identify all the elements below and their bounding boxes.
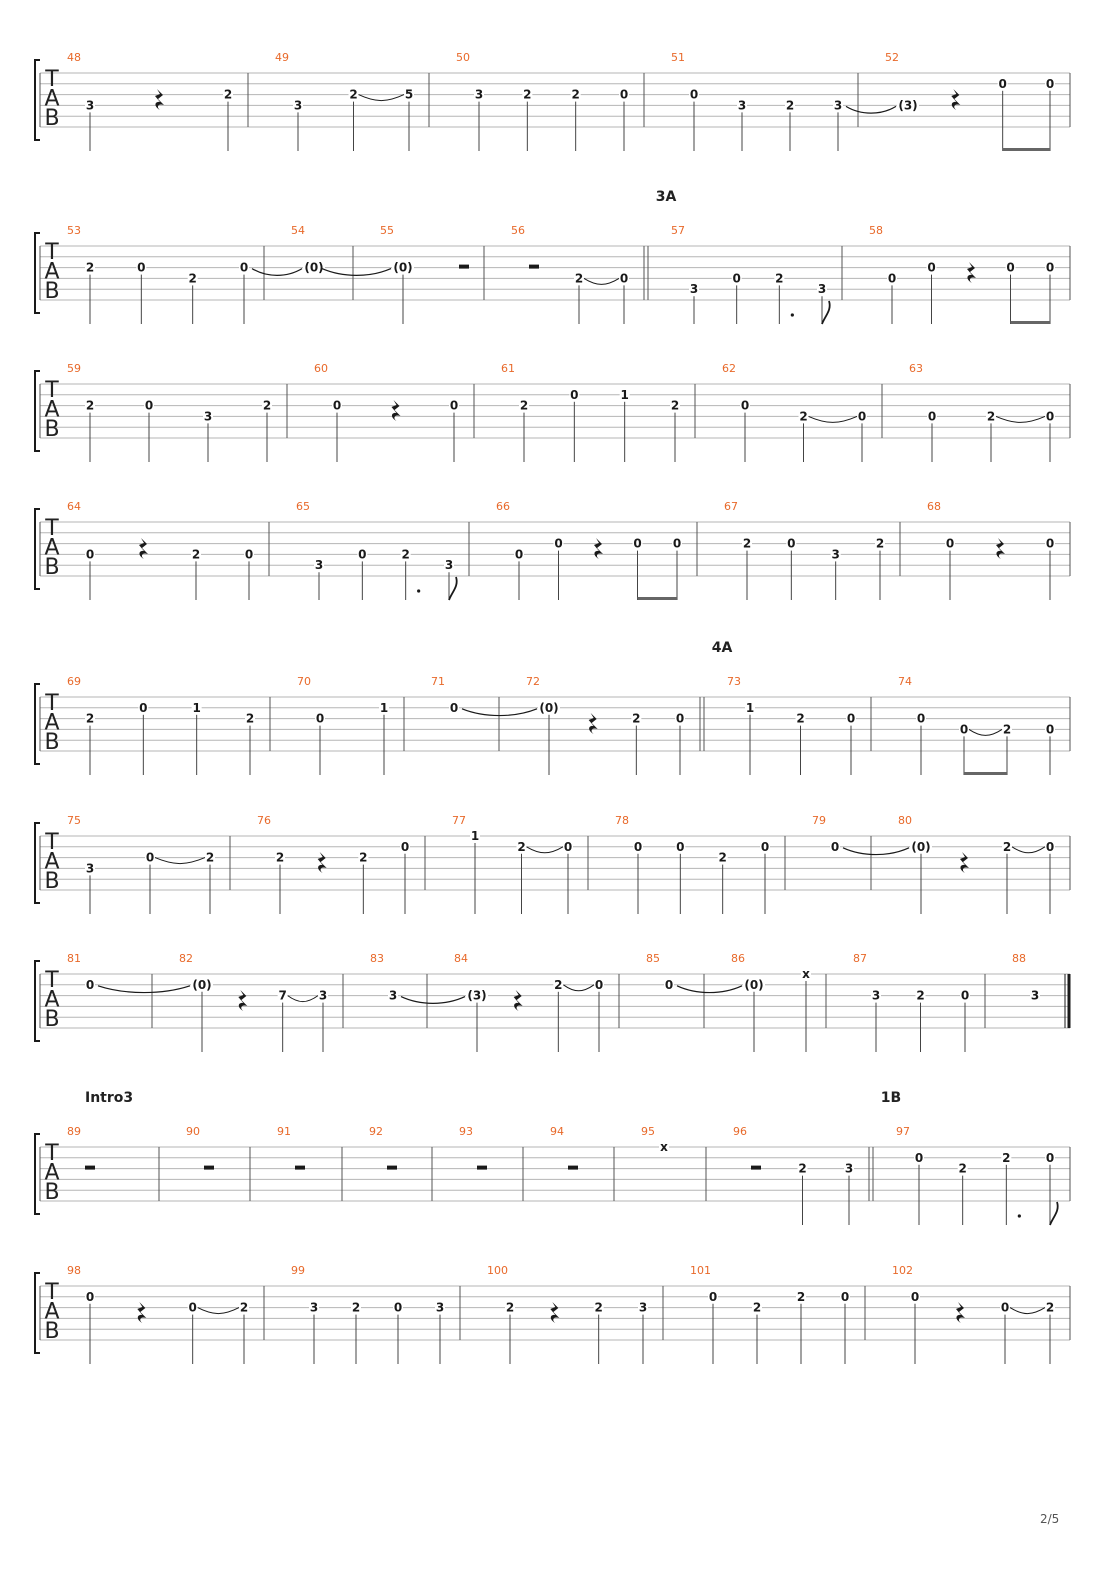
fret-number: 2 bbox=[275, 850, 285, 865]
slur-curve bbox=[563, 985, 594, 991]
measure-number: 87 bbox=[853, 952, 867, 965]
quarter-rest-icon bbox=[139, 538, 148, 559]
quarter-rest-icon bbox=[550, 1302, 559, 1323]
fret-number: 0 bbox=[675, 711, 685, 726]
system-bracket bbox=[35, 823, 40, 903]
tab-clef-letter: B bbox=[44, 1319, 60, 1344]
quarter-rest-icon bbox=[951, 89, 960, 110]
system-bracket bbox=[35, 684, 40, 764]
fret-number: 2 bbox=[958, 1161, 967, 1176]
fret-number: 0 bbox=[400, 839, 410, 854]
system-bracket bbox=[35, 371, 40, 451]
fret-number: 2 bbox=[1045, 1300, 1055, 1315]
measure-number: 57 bbox=[671, 224, 685, 237]
slur-curve bbox=[809, 416, 858, 422]
measure-number: 81 bbox=[67, 952, 81, 965]
fret-number: 0 bbox=[664, 977, 674, 992]
measure-number: 96 bbox=[733, 1125, 747, 1138]
fret-number: 2 bbox=[742, 536, 752, 551]
fret-number: 0 bbox=[244, 547, 254, 562]
tab-clef-letter: T bbox=[45, 67, 59, 92]
tab-clef-letter: A bbox=[44, 1160, 60, 1186]
fret-number: x bbox=[802, 967, 810, 981]
fret-number: 2 bbox=[188, 271, 197, 286]
fret-number: 0 bbox=[633, 536, 642, 551]
measure-number: 64 bbox=[67, 500, 81, 513]
tab-clef-letter: B bbox=[44, 417, 60, 442]
fret-number: 2 bbox=[785, 98, 795, 113]
measure-number: 77 bbox=[452, 814, 466, 827]
fret-number: 0 bbox=[449, 398, 459, 413]
fret-number: 0 bbox=[449, 700, 459, 715]
slur-curve bbox=[996, 416, 1045, 422]
fret-number: 2 bbox=[798, 1161, 807, 1176]
fret-number: (0) bbox=[744, 977, 764, 992]
measure-number: 68 bbox=[927, 500, 941, 513]
tie-curve bbox=[846, 106, 896, 113]
fret-number: 2 bbox=[670, 398, 680, 413]
tab-clef-letter: B bbox=[44, 869, 60, 894]
tab-clef-letter: A bbox=[44, 86, 60, 112]
fret-number: (3) bbox=[467, 988, 487, 1003]
fret-number: 0 bbox=[760, 839, 770, 854]
measure-number: 90 bbox=[186, 1125, 200, 1138]
fret-number: 2 bbox=[632, 711, 641, 726]
fret-number: 3 bbox=[309, 1300, 319, 1315]
fret-number: 2 bbox=[349, 87, 358, 102]
fret-number: 3 bbox=[844, 1161, 854, 1176]
fret-number: 2 bbox=[85, 260, 95, 275]
fret-number: 1 bbox=[745, 700, 755, 715]
section-label: Intro3 bbox=[85, 1090, 134, 1106]
fret-number: 3 bbox=[85, 861, 95, 876]
slur-curve bbox=[1010, 1308, 1045, 1314]
measure-number: 92 bbox=[369, 1125, 383, 1138]
fret-number: 0 bbox=[1045, 1150, 1055, 1165]
measure-number: 70 bbox=[297, 675, 311, 688]
fret-number: 2 bbox=[262, 398, 272, 413]
fret-number: 3 bbox=[474, 87, 484, 102]
eighth-flag-icon bbox=[822, 301, 830, 324]
fret-number: 0 bbox=[916, 711, 926, 726]
fret-number: 3 bbox=[831, 547, 840, 562]
tab-clef-letter: B bbox=[44, 279, 60, 304]
fret-number: 0 bbox=[1045, 76, 1055, 91]
fret-number: 2 bbox=[752, 1300, 762, 1315]
fret-number: 3 bbox=[817, 282, 827, 297]
fret-number: 1 bbox=[470, 829, 480, 843]
measure-number: 79 bbox=[812, 814, 826, 827]
slur-curve bbox=[359, 95, 405, 101]
fret-number: 0 bbox=[927, 409, 937, 424]
half-rest-icon bbox=[529, 265, 539, 269]
tab-clef-letter: A bbox=[44, 710, 60, 736]
fret-number: 0 bbox=[830, 839, 840, 854]
tie-curve bbox=[401, 997, 465, 1004]
fret-number: 0 bbox=[1045, 839, 1055, 854]
fret-number: 0 bbox=[689, 87, 699, 102]
fret-number: 0 bbox=[887, 271, 897, 286]
whole-rest-icon bbox=[477, 1166, 487, 1170]
fret-number: 3 bbox=[638, 1300, 648, 1315]
measure-number: 67 bbox=[724, 500, 738, 513]
fret-number: (3) bbox=[898, 98, 918, 113]
quarter-rest-icon bbox=[956, 1302, 965, 1323]
measure-number: 78 bbox=[615, 814, 629, 827]
measure-number: 59 bbox=[67, 362, 81, 375]
fret-number: 0 bbox=[139, 700, 148, 715]
fret-number: 3 bbox=[444, 558, 454, 573]
measure-number: 54 bbox=[291, 224, 305, 237]
measure-number: 88 bbox=[1012, 952, 1026, 965]
tab-clef-letter: T bbox=[45, 691, 59, 716]
tab-clef-letter: A bbox=[44, 1299, 60, 1325]
fret-number: 2 bbox=[517, 839, 526, 854]
quarter-rest-icon bbox=[238, 990, 247, 1011]
whole-rest-icon bbox=[85, 1166, 95, 1170]
fret-number: 0 bbox=[85, 1289, 95, 1304]
quarter-rest-icon bbox=[155, 89, 164, 110]
system-bracket bbox=[35, 509, 40, 589]
measure-number: 74 bbox=[898, 675, 912, 688]
fret-number: 0 bbox=[239, 260, 249, 275]
fret-number: 0 bbox=[85, 547, 95, 562]
fret-number: 2 bbox=[875, 536, 885, 551]
tab-clef-letter: T bbox=[45, 378, 59, 403]
tab-clef-letter: B bbox=[44, 106, 60, 131]
quarter-rest-icon bbox=[137, 1302, 146, 1323]
fret-number: 0 bbox=[570, 387, 579, 402]
measure-number: 60 bbox=[314, 362, 328, 375]
half-rest-icon bbox=[751, 1166, 761, 1170]
measure-number: 101 bbox=[690, 1264, 711, 1277]
fret-number: 0 bbox=[910, 1289, 920, 1304]
measure-number: 102 bbox=[892, 1264, 913, 1277]
system-bracket bbox=[35, 961, 40, 1041]
measure-number: 93 bbox=[459, 1125, 473, 1138]
measure-number: 80 bbox=[898, 814, 912, 827]
fret-number: 3 bbox=[435, 1300, 445, 1315]
fret-number: 3 bbox=[1030, 988, 1040, 1003]
page-number: 2/5 bbox=[1040, 1512, 1060, 1526]
quarter-rest-icon bbox=[318, 852, 327, 873]
measure-number: 58 bbox=[869, 224, 883, 237]
measure-number: 95 bbox=[641, 1125, 655, 1138]
fret-number: 3 bbox=[689, 282, 699, 297]
fret-number: 2 bbox=[775, 271, 784, 286]
fret-number: 0 bbox=[633, 839, 643, 854]
tab-clef-letter: A bbox=[44, 987, 60, 1013]
fret-number: 2 bbox=[523, 87, 532, 102]
fret-number: 0 bbox=[708, 1289, 718, 1304]
fret-number: 0 bbox=[998, 76, 1007, 91]
fret-number: 2 bbox=[571, 87, 580, 102]
tab-clef-letter: B bbox=[44, 730, 60, 755]
fret-number: 1 bbox=[620, 387, 629, 402]
quarter-rest-icon bbox=[589, 713, 598, 734]
tab-clef-letter: B bbox=[44, 1180, 60, 1205]
fret-number: 0 bbox=[594, 977, 604, 992]
fret-number: 0 bbox=[740, 398, 750, 413]
fret-number: 3 bbox=[388, 988, 398, 1003]
measure-number: 53 bbox=[67, 224, 81, 237]
fret-number: 0 bbox=[945, 536, 955, 551]
whole-rest-icon bbox=[295, 1166, 305, 1170]
fret-number: 2 bbox=[245, 711, 255, 726]
fret-number: 2 bbox=[505, 1300, 515, 1315]
beam bbox=[1003, 148, 1050, 151]
fret-number: 0 bbox=[787, 536, 796, 551]
tab-clef-letter: A bbox=[44, 535, 60, 561]
tab-clef-letter: A bbox=[44, 259, 60, 285]
measure-number: 55 bbox=[380, 224, 394, 237]
measure-number: 100 bbox=[487, 1264, 508, 1277]
tie-curve bbox=[98, 986, 190, 993]
fret-number: 2 bbox=[594, 1300, 603, 1315]
duration-dot bbox=[791, 313, 794, 316]
fret-number: 2 bbox=[191, 547, 201, 562]
quarter-rest-icon bbox=[967, 262, 976, 283]
eighth-flag-icon bbox=[449, 577, 457, 600]
fret-number: 3 bbox=[293, 98, 303, 113]
tab-clef-letter: B bbox=[44, 555, 60, 580]
fret-number: 3 bbox=[85, 98, 95, 113]
fret-number: 3 bbox=[318, 988, 328, 1003]
fret-number: 2 bbox=[799, 409, 808, 424]
measure-number: 71 bbox=[431, 675, 445, 688]
fret-number: 0 bbox=[144, 398, 154, 413]
fret-number: (0) bbox=[192, 977, 212, 992]
fret-number: 2 bbox=[223, 87, 233, 102]
quarter-rest-icon bbox=[960, 852, 969, 873]
measure-number: 72 bbox=[526, 675, 540, 688]
tab-clef-letter: A bbox=[44, 849, 60, 875]
measure-number: 73 bbox=[727, 675, 741, 688]
tab-clef-letter: T bbox=[45, 240, 59, 265]
whole-rest-icon bbox=[568, 1166, 578, 1170]
quarter-rest-icon bbox=[392, 400, 401, 421]
beam bbox=[1011, 321, 1051, 324]
tab-clef-letter: T bbox=[45, 830, 59, 855]
fret-number: 0 bbox=[927, 260, 936, 275]
fret-number: 2 bbox=[796, 1289, 806, 1304]
fret-number: 2 bbox=[718, 850, 727, 865]
fret-number: 2 bbox=[1002, 1150, 1011, 1165]
fret-number: x bbox=[660, 1140, 668, 1154]
section-label: 4A bbox=[711, 640, 733, 656]
fret-number: 0 bbox=[1045, 260, 1055, 275]
tab-clef-letter: T bbox=[45, 968, 59, 993]
fret-number: 0 bbox=[1045, 722, 1055, 737]
measure-number: 91 bbox=[277, 1125, 291, 1138]
fret-number: (0) bbox=[304, 260, 324, 275]
section-label: 3A bbox=[655, 189, 677, 205]
fret-number: 2 bbox=[205, 850, 215, 865]
fret-number: 0 bbox=[619, 271, 629, 286]
measure-number: 66 bbox=[496, 500, 510, 513]
fret-number: 0 bbox=[85, 977, 95, 992]
system-bracket bbox=[35, 60, 40, 140]
measure-number: 48 bbox=[67, 51, 81, 64]
fret-number: 0 bbox=[676, 839, 685, 854]
fret-number: (0) bbox=[539, 700, 559, 715]
fret-number: 2 bbox=[796, 711, 805, 726]
fret-number: 0 bbox=[619, 87, 629, 102]
fret-number: 2 bbox=[1002, 839, 1012, 854]
fret-number: 2 bbox=[359, 850, 368, 865]
measure-number: 61 bbox=[501, 362, 515, 375]
fret-number: 0 bbox=[137, 260, 146, 275]
fret-number: 0 bbox=[732, 271, 741, 286]
duration-dot bbox=[417, 589, 420, 592]
fret-number: 1 bbox=[192, 700, 201, 715]
fret-number: 0 bbox=[959, 722, 969, 737]
measure-number: 89 bbox=[67, 1125, 81, 1138]
measure-number: 99 bbox=[291, 1264, 305, 1277]
tab-clef-letter: A bbox=[44, 397, 60, 423]
measure-number: 97 bbox=[896, 1125, 910, 1138]
half-rest-icon bbox=[459, 265, 469, 269]
measure-number: 84 bbox=[454, 952, 468, 965]
fret-number: 0 bbox=[514, 547, 524, 562]
duration-dot bbox=[1018, 1214, 1021, 1217]
fret-number: 2 bbox=[351, 1300, 361, 1315]
fret-number: 0 bbox=[358, 547, 367, 562]
tab-clef-letter: T bbox=[45, 1141, 59, 1166]
tie-curve bbox=[252, 269, 302, 276]
fret-number: 2 bbox=[574, 271, 584, 286]
fret-number: 7 bbox=[278, 988, 287, 1003]
whole-rest-icon bbox=[204, 1166, 214, 1170]
fret-number: 0 bbox=[393, 1300, 403, 1315]
fret-number: 2 bbox=[554, 977, 563, 992]
fret-number: 2 bbox=[519, 398, 529, 413]
tie-curve bbox=[322, 269, 391, 276]
slur-curve bbox=[527, 847, 564, 853]
section-label: 1B bbox=[880, 1090, 902, 1106]
fret-number: 3 bbox=[203, 409, 213, 424]
measure-number: 63 bbox=[909, 362, 923, 375]
measure-number: 50 bbox=[456, 51, 470, 64]
tie-curve bbox=[843, 848, 909, 855]
fret-number: 0 bbox=[914, 1150, 924, 1165]
fret-number: 0 bbox=[1006, 260, 1015, 275]
measure-number: 94 bbox=[550, 1125, 564, 1138]
measure-number: 51 bbox=[671, 51, 685, 64]
fret-number: 0 bbox=[846, 711, 856, 726]
quarter-rest-icon bbox=[594, 538, 603, 559]
fret-number: 2 bbox=[986, 409, 996, 424]
fret-number: 3 bbox=[737, 98, 747, 113]
fret-number: 2 bbox=[85, 398, 95, 413]
fret-number: 2 bbox=[239, 1300, 249, 1315]
fret-number: 0 bbox=[1045, 409, 1055, 424]
beam bbox=[964, 772, 1007, 775]
fret-number: 0 bbox=[672, 536, 682, 551]
fret-number: 5 bbox=[404, 87, 414, 102]
measure-number: 69 bbox=[67, 675, 81, 688]
tab-clef-letter: T bbox=[45, 516, 59, 541]
measure-number: 65 bbox=[296, 500, 310, 513]
fret-number: 0 bbox=[188, 1300, 197, 1315]
fret-number: 0 bbox=[145, 850, 155, 865]
measure-number: 56 bbox=[511, 224, 525, 237]
fret-number: 2 bbox=[916, 988, 925, 1003]
slur-curve bbox=[969, 729, 1002, 735]
fret-number: 0 bbox=[1000, 1300, 1010, 1315]
fret-number: (0) bbox=[393, 260, 413, 275]
fret-number: 0 bbox=[857, 409, 867, 424]
fret-number: 0 bbox=[563, 839, 573, 854]
measure-number: 49 bbox=[275, 51, 289, 64]
beam bbox=[638, 597, 678, 600]
measure-number: 86 bbox=[731, 952, 745, 965]
slur-curve bbox=[1012, 847, 1045, 853]
measure-number: 82 bbox=[179, 952, 193, 965]
slur-curve bbox=[288, 996, 318, 1002]
fret-number: (0) bbox=[911, 839, 931, 854]
slur-curve bbox=[155, 858, 205, 864]
tab-clef-letter: B bbox=[44, 1007, 60, 1032]
fret-number: 0 bbox=[315, 711, 325, 726]
whole-rest-icon bbox=[387, 1166, 397, 1170]
quarter-rest-icon bbox=[514, 990, 523, 1011]
fret-number: 3 bbox=[871, 988, 881, 1003]
fret-number: 0 bbox=[840, 1289, 850, 1304]
fret-number: 0 bbox=[960, 988, 970, 1003]
measure-number: 83 bbox=[370, 952, 384, 965]
eighth-flag-icon bbox=[1050, 1202, 1058, 1225]
system-bracket bbox=[35, 233, 40, 313]
measure-number: 75 bbox=[67, 814, 81, 827]
fret-number: 2 bbox=[85, 711, 95, 726]
quarter-rest-icon bbox=[996, 538, 1005, 559]
measure-number: 85 bbox=[646, 952, 660, 965]
fret-number: 2 bbox=[401, 547, 410, 562]
slur-curve bbox=[584, 278, 619, 284]
system-bracket bbox=[35, 1134, 40, 1214]
tab-clef-letter: T bbox=[45, 1280, 59, 1305]
measure-number: 62 bbox=[722, 362, 736, 375]
measure-number: 98 bbox=[67, 1264, 81, 1277]
fret-number: 0 bbox=[554, 536, 563, 551]
fret-number: 3 bbox=[314, 558, 324, 573]
measure-number: 76 bbox=[257, 814, 271, 827]
fret-number: 0 bbox=[1045, 536, 1055, 551]
fret-number: 0 bbox=[332, 398, 342, 413]
slur-curve bbox=[198, 1308, 239, 1314]
fret-number: 2 bbox=[1002, 722, 1012, 737]
measure-number: 52 bbox=[885, 51, 899, 64]
tie-curve bbox=[677, 986, 742, 993]
fret-number: 1 bbox=[379, 700, 389, 715]
system-bracket bbox=[35, 1273, 40, 1353]
fret-number: 3 bbox=[833, 98, 843, 113]
